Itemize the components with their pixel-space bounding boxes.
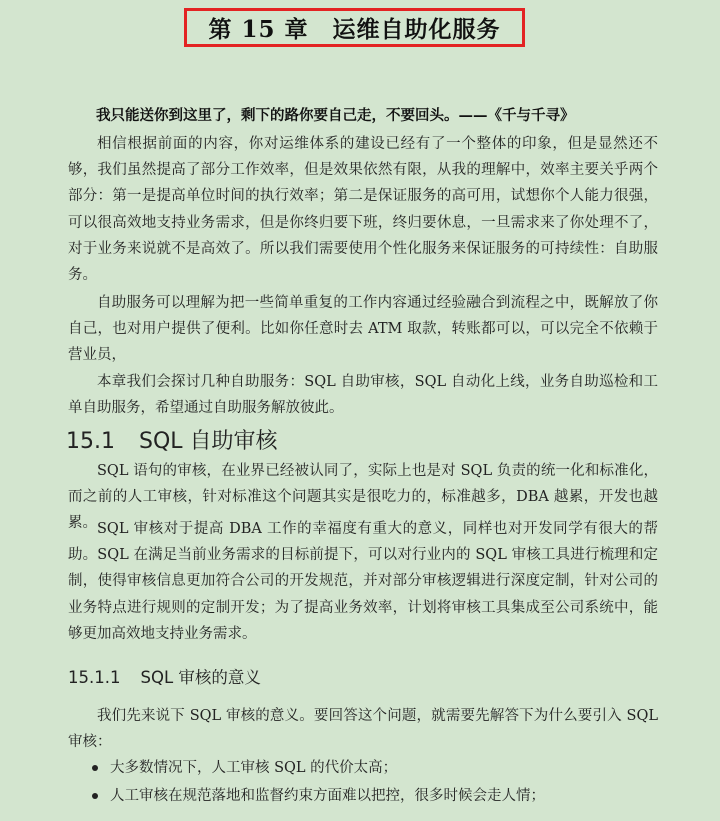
section-heading — [66, 424, 278, 455]
section-paragraph-1: SQL 语句的审核，在业界已经被认同了，实际上也是对 SQL 负责的统一化和标准化，而之前的人工审核，针对标准这个问题其实是很吃力的，标准越多，DBA 越累，开发也越累。 — [68, 463, 658, 532]
bullet-list — [92, 754, 672, 810]
epigraph: 我只能送你到这里了，剩下的路你要自己走，不要回头。——《千与千寻》 — [96, 107, 575, 124]
intro-paragraph-2: 自助服务可以理解为把一些简单重复的工作内容通过经验融合到流程之中，既解放了你自己，也对用户提供了便利。比如你任意时去 ATM 取款，转账都可以，可以完全不依赖于营业员， — [68, 295, 658, 364]
list-item-text: 大多数情况下，人工审核 SQL 的代价太高； — [110, 760, 398, 776]
chapter-title-highlight — [184, 8, 525, 47]
list-item — [92, 782, 672, 810]
section-title-text: SQL 自助审核 — [138, 429, 278, 454]
subsection-heading — [68, 664, 261, 688]
bullet-icon — [92, 765, 98, 771]
intro-paragraph-1: 相信根据前面的内容，你对运维体系的建设已经有了一个整体的印象，但是显然还不够，我们虽然提高了部分工作效率，但是效果依然有限，从我的理解中，效率主要关乎两个部分：第一是提高单位时间的执行效率；第二是保证服务的高可用，试想你个人能力很强，可以很高效地支持业务需求，但是你终归要下班，终归要休息，一旦需求来了你处理不了，对于业务来说就不是高效了。所以我们需要使用个性化服务来保证服务的可持续性：自助服务。 — [68, 136, 658, 284]
chapter-title: 第 15 章 运维自助化服务 — [208, 16, 501, 43]
bullet-icon — [92, 793, 98, 799]
subsection-title-text: SQL 审核的意义 — [140, 668, 261, 687]
list-item — [92, 754, 672, 782]
subsection-paragraph: 我们先来说下 SQL 审核的意义。要回答这个问题，就需要先解答下为什么要引入 SQL 审核： — [68, 708, 658, 751]
intro-paragraph-3: 本章我们会探讨几种自助服务：SQL 自助审核，SQL 自动化上线，业务自助巡检和工单自助服务，希望通过自助服务解放彼此。 — [68, 374, 658, 417]
section-number: 15.1 — [66, 429, 115, 454]
subsection-number: 15.1.1 — [68, 668, 121, 687]
list-item-text: 人工审核在规范落地和监督约束方面难以把控，很多时候会走人情； — [110, 788, 545, 804]
section-paragraph-2: SQL 审核对于提高 DBA 工作的幸福度有重大的意义，同样也对开发同学有很大的帮助。SQL 在满足当前业务需求的目标前提下，可以对行业内的 SQL 审核工具进行梳理和定制，使得审核信息更加符合公司的开发规范，并对部分审核逻辑进行深度定制，针对公司的业务特点进行规则的定制开发；为了提高业务效率，计划将审核工具集成至公司系统中，能够更加高效地支持业务需求。 — [68, 521, 658, 642]
